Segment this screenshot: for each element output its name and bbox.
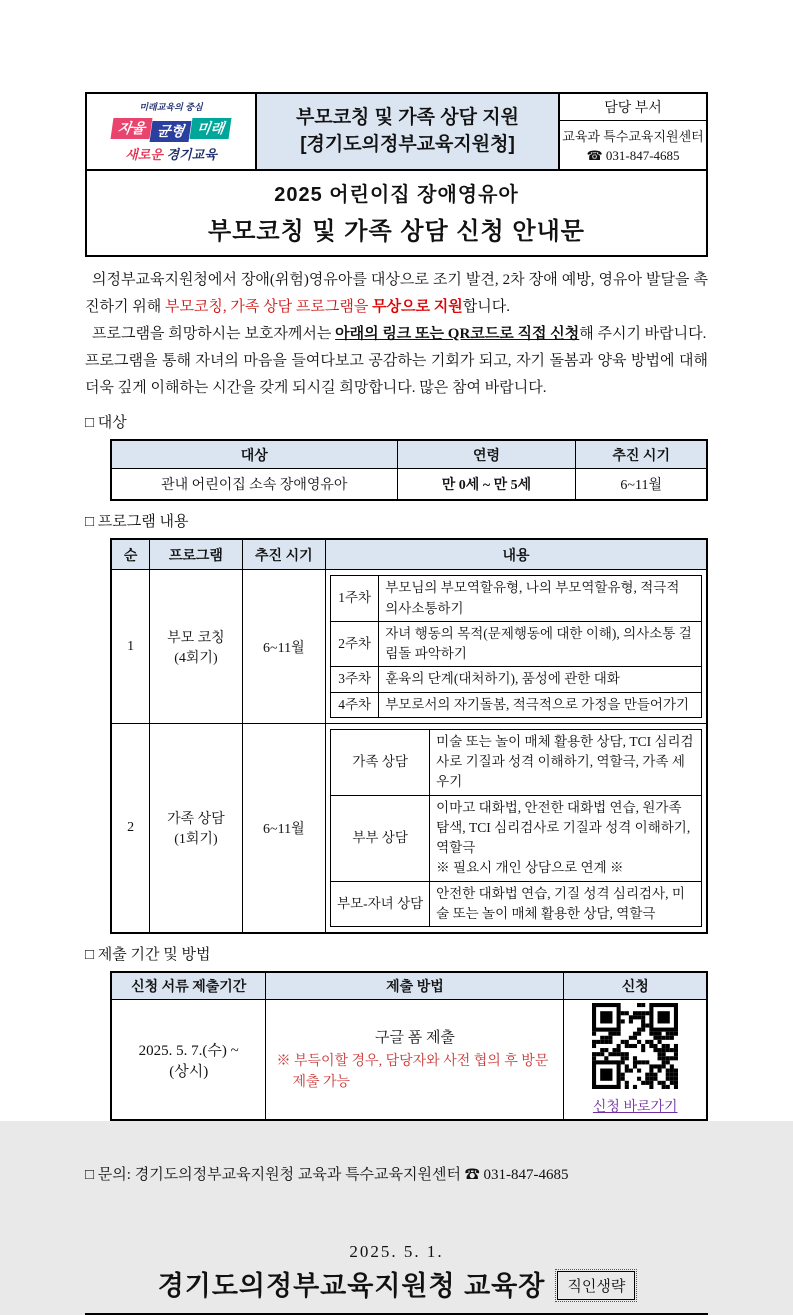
program-col-header: 프로그램 [150,539,242,570]
program2-name-line2: (1회기) [174,831,218,847]
target-col-header: 대상 [111,440,397,469]
submit-period-col-header: 신청 서류 제출기간 [111,972,266,1000]
couple-counsel-note: ※ 필요시 개인 상담으로 연계 ※ [436,860,624,876]
family-counsel-text: 미술 또는 놀이 매체 활용한 상담, TCI 심리검사로 기질과 성격 이해하기, 역할극, 가족 세우기 [430,729,702,795]
qr-code [592,1003,678,1089]
section-heading-submit: □ 제출 기간 및 방법 [85,947,211,964]
intro-p1-red: 부모코칭, 가족 상담 프로그램을 [164,298,373,315]
week2-label: 2주차 [331,621,379,667]
target-table [110,439,708,501]
program-table [110,538,708,934]
header-title-line1: 부모코칭 및 가족 상담 지원 [295,106,519,128]
intro-paragraphs [85,267,708,402]
intro-paragraph-2 [85,321,708,348]
family-counsel-label: 가족 상담 [331,729,430,795]
program1-detail-table [330,575,702,718]
intro-p1-text: 의정부교육지원청에서 장애(위험)영유아를 대상으로 조기 발견, 2차 장애 예방, 영유아 발달을 촉진하기 위해 [85,271,708,315]
detail-row [331,576,702,622]
doc-title-line2: 부모코칭 및 가족 상담 신청 안내문 [208,217,585,245]
program2-name [150,723,242,933]
detail-row [331,621,702,667]
program-table-header-row [111,539,707,570]
footer-signer-name: 경기도의정부교육지원청 교육장 [157,1271,546,1302]
intro-p2-post: 해 주시기 바랍니다. [579,325,707,342]
submit-method-cell [266,1000,564,1121]
submit-table-header-row [111,972,707,1000]
submit-table-row [111,1000,707,1121]
apply-col-header: 신청 [564,972,707,1000]
intro-p2-pre: 프로그램을 희망하시는 보호자께서는 [92,325,336,342]
parent-child-counsel-label: 부모-자녀 상담 [331,881,430,927]
submit-period-line2: (상시) [169,1063,209,1080]
age-value: 만 0세 ~ 만 5세 [397,469,576,500]
program1-name [150,570,242,724]
section-heading-program: □ 프로그램 내용 [85,513,189,530]
footer-date: 2025. 5. 1. [349,1242,444,1262]
submit-method-col-header: 제출 방법 [266,972,564,1000]
logo-block-future: 미래 [189,118,231,139]
seal-omitted-box: 직인생략 [557,1271,635,1300]
submit-table [110,971,708,1121]
logo-subtitle-navy: 경기교육 [166,146,217,162]
week4-label: 4주차 [331,692,379,717]
dept-label: 담당 부서 [560,94,706,121]
dept-name: 교육과 특수교육지원센터 [562,128,704,144]
week1-label: 1주차 [331,576,379,622]
header-title-line2: [경기도의정부교육지원청] [300,134,515,156]
section-heading-target: □ 대상 [85,414,127,431]
program2-name-line1: 가족 상담 [167,811,225,827]
program-row-2 [111,723,707,933]
week4-text: 부모로서의 자기돌봄, 적극적으로 가정을 만들어가기 [379,692,702,717]
program2-content [326,723,707,933]
submit-method-main: 구글 폼 제출 [374,1030,455,1047]
week1-text: 부모님의 부모역할유형, 나의 부모역할유형, 적극적 의사소통하기 [379,576,702,622]
apply-shortcut-link[interactable]: 신청 바로가기 [592,1100,678,1116]
program2-detail-table [330,729,702,927]
target-value: 관내 어린이집 소속 장애영유아 [111,469,397,500]
logo-block-balance: 균형 [150,121,192,142]
logo-blocks [112,115,229,142]
week3-label: 3주차 [331,667,379,692]
program1-no: 1 [111,570,150,724]
couple-counsel-label: 부부 상담 [331,795,430,881]
intro-paragraph-3: 프로그램을 통해 자녀의 마음을 들여다보고 공감하는 기회가 되고, 자기 돌봄과 양육 방법에 대해 더욱 깊게 이해하는 시간을 갖게 되시길 희망합니다. 많은 참여 바랍니다. [85,352,708,396]
header-table [85,92,708,171]
apply-cell [564,1000,707,1121]
header-title-cell [257,94,558,169]
detail-row [331,795,702,881]
target-table-row [111,469,707,500]
program-row-1 [111,570,707,724]
detail-row [331,881,702,927]
no-col-header: 순 [111,539,150,570]
detail-row [331,729,702,795]
age-col-header: 연령 [397,440,576,469]
contact-line: □ 문의: 경기도의정부교육지원청 교육과 특수교육지원센터 ☎ 031-847-4685 [85,1167,569,1184]
intro-p2-emphasis: 아래의 링크 또는 QR코드로 직접 신청 [335,325,580,342]
footer-signer [85,1264,708,1303]
intro-paragraph-1 [85,267,708,321]
doc-title-line1: 2025 어린이집 장애영유아 [274,183,519,206]
detail-row [331,692,702,717]
couple-counsel-text [430,795,702,881]
logo-tagline: 미래교육의 중심 [139,102,203,112]
program1-content [326,570,707,724]
program1-name-line2: (4회기) [174,650,218,666]
dept-phone: ☎ 031-847-4685 [586,147,680,163]
program2-period: 6~11월 [242,723,325,933]
week2-text: 자녀 행동의 목적(문제행동에 대한 이해), 의사소통 걸림돌 파악하기 [379,621,702,667]
gyeonggi-education-logo [87,94,257,169]
period-value: 6~11월 [576,469,707,500]
logo-subtitle-red: 새로운 [125,146,163,162]
submit-method-note: ※ 부득이할 경우, 담당자와 사전 협의 후 방문 제출 가능 [276,1054,549,1091]
header-dept-cell [558,94,706,169]
detail-row [331,667,702,692]
intro-p1-redbold: 무상으로 지원 [372,298,463,315]
program1-name-line1: 부모 코칭 [167,630,225,646]
week3-text: 훈육의 단계(대처하기), 품성에 관한 대화 [379,667,702,692]
document-title-box [85,169,708,257]
schedule-col-header: 추진 시기 [242,539,325,570]
couple-counsel-main: 이마고 대화법, 안전한 대화법 연습, 원가족 탐색, TCI 심리검사로 기질과 성격 이해하기, 역할극 [436,799,691,856]
submit-period-line1: 2025. 5. 7.(수) ~ [138,1042,239,1059]
target-table-header-row [111,440,707,469]
period-col-header: 추진 시기 [576,440,707,469]
intro-p1-end: 합니다. [462,298,511,315]
content-col-header: 내용 [326,539,707,570]
program1-period: 6~11월 [242,570,325,724]
program2-no: 2 [111,723,150,933]
logo-block-autonomy: 자율 [111,118,153,139]
submit-period-value [111,1000,266,1121]
parent-child-counsel-text: 안전한 대화법 연습, 기질 성격 심리검사, 미술 또는 놀이 매체 활용한 상담, 역할극 [430,881,702,927]
logo-subtitle [125,144,217,163]
